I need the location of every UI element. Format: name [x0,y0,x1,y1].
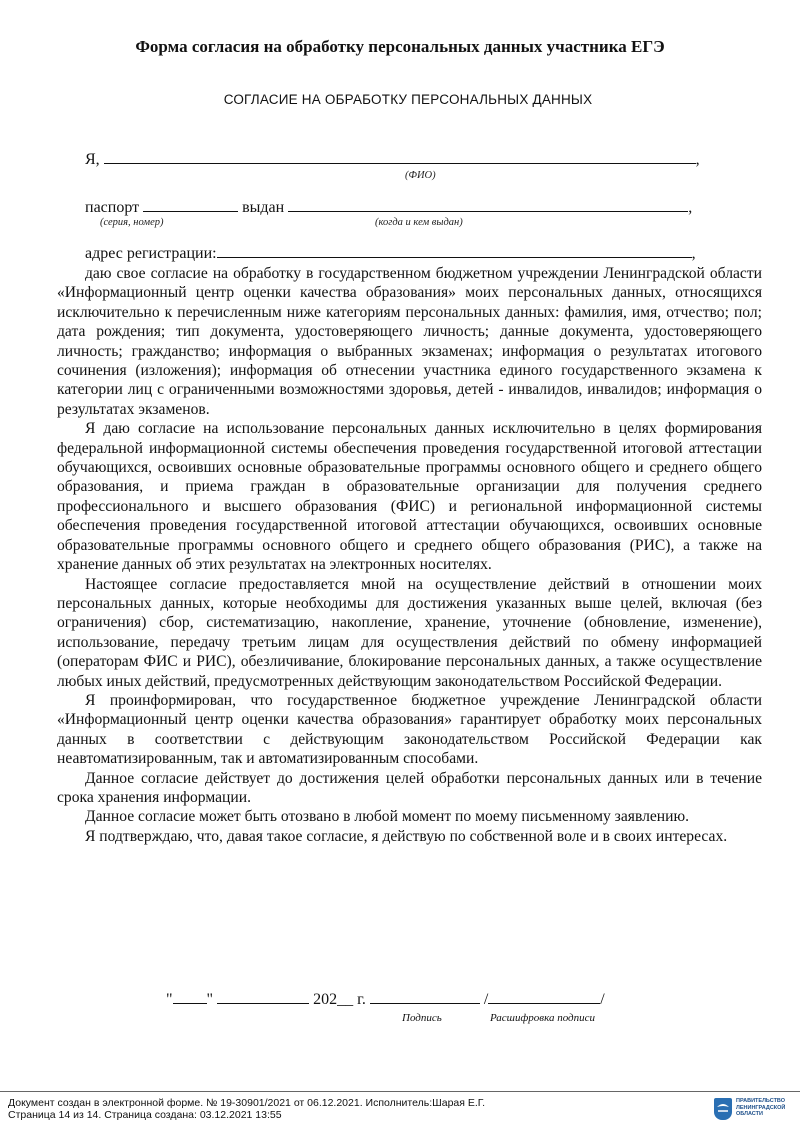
footer-line-1: Документ создан в электронной форме. № 19-30901/2021 от 06.12.2021. Исполнитель:Шарая Е.Г. [8,1097,486,1109]
coat-of-arms-icon [714,1098,732,1120]
address-row [85,243,696,263]
consent-paragraph-5: Данное согласие действует до достижения целей обработки персональных данных или в течение срока хранения информации. [57,769,762,806]
signature-slash-end: / [600,991,605,1008]
document-footer [8,1097,485,1121]
issued-hint: (когда и кем выдан) [375,217,463,228]
passport-row [85,197,692,217]
form-title: Форма согласия на обработку персональных данных участника ЕГЭ [135,37,665,56]
year-text: 202__ г. [313,991,366,1008]
date-quote-open: " [166,991,173,1008]
consent-paragraph-2: Я даю согласие на использование персональных данных исключительно в целях формирования федеральной информационной системы обеспечения проведения государственной итоговой аттестации обучающихся, освоивших основные образовательные программы основного общего и среднего общего образования, и приема граждан в образовательные организации для получения среднего профессионального и высшего образования (ФИС) и региональной информационной системы обеспечения проведения государственной итоговой аттестации обучающихся, освоивших основные образовательные программы основного общего и среднего общего образования (РИС), а также на хранение данных об этих результатах на электронных носителях. [57,420,762,574]
consent-paragraph-6: Данное согласие может быть отозвано в любой момент по моему письменному заявлению. [85,808,690,826]
month-field[interactable] [217,989,309,1004]
address-comma: , [691,245,696,262]
signature-row [166,989,605,1009]
logo-caption: ПРАВИТЕЛЬСТВО ЛЕНИНГРАДСКОЙ ОБЛАСТИ [736,1098,786,1117]
consent-paragraph-4: Я проинформирован, что государственное бюджетное учреждение Ленинградской области «Информационный центр оценки качества образования» гарантирует обработку моих персональных данных в соответствии с действующим законодательством Российской Федерации как неавтоматизированным, так и автоматизированным способами. [57,691,762,768]
consent-paragraph-7: Я подтверждаю, что, давая такое согласие, я действую по собственной воле и в своих интересах. [85,827,728,845]
consent-body [57,264,762,846]
decode-hint: Расшифровка подписи [490,1012,595,1024]
government-logo [714,1096,798,1126]
name-row [85,149,700,169]
signature-field[interactable] [370,989,480,1004]
passport-hint: (серия, номер) [100,217,164,228]
name-field[interactable] [104,149,696,164]
footer-line-2: Страница 14 из 14. Страница создана: 03.12.2021 13:55 [8,1109,282,1121]
date-quote-close: " [206,991,214,1008]
consent-paragraph-3: Настоящее согласие предоставляется мной на осуществление действий в отношении моих персональных данных, которые необходимы для достижения указанных выше целей, включая (без ограничения) сбор, систематизацию, накопление, хранение, уточнение (обновление, изменение), использование, передачу третьим лицам для осуществления действий по обмену информацией (операторам ФИС и РИС), обезличивание, блокирование персональных данных, а также осуществление любых иных действий, предусмотренных действующим законодательством Российской Федерации. [57,575,762,690]
address-field[interactable] [217,243,692,258]
signature-slash: / [483,991,489,1008]
name-comma: , [695,151,700,168]
address-label: адрес регистрации: [85,245,217,262]
day-field[interactable] [173,989,207,1004]
passport-number-field[interactable] [143,197,238,212]
issued-label: выдан [242,199,285,216]
name-label: Я, [85,151,100,168]
sign-hint: Подпись [402,1012,442,1024]
name-hint: (ФИО) [405,170,436,181]
consent-paragraph-1: даю свое согласие на обработку в государственном бюджетном учреждении Ленинградской области «Информационный центр оценки качества образования» моих персональных данных, относящихся исключительно к перечисленным ниже категориям персональных данных: фамилия, имя, отчество; пол; дата рождения; тип документа, удостоверяющего личность; данные документа, удостоверяющего личность; гражданство; информация о выбранных экзаменах; информация о результатах итогового сочинения (изложения); информация об отнесении участника единого государственного экзамена к категории лиц с ограниченными возможностями здоровья, детей - инвалидов, инвалидов; информация о результатах экзаменов. [57,265,762,418]
passport-comma: , [688,199,693,216]
consent-heading: СОГЛАСИЕ НА ОБРАБОТКУ ПЕРСОНАЛЬНЫХ ДАННЫХ [223,92,593,107]
footer-divider [0,1091,800,1092]
issued-by-field[interactable] [288,197,688,212]
signature-decode-field[interactable] [488,989,600,1004]
passport-label: паспорт [85,199,140,216]
